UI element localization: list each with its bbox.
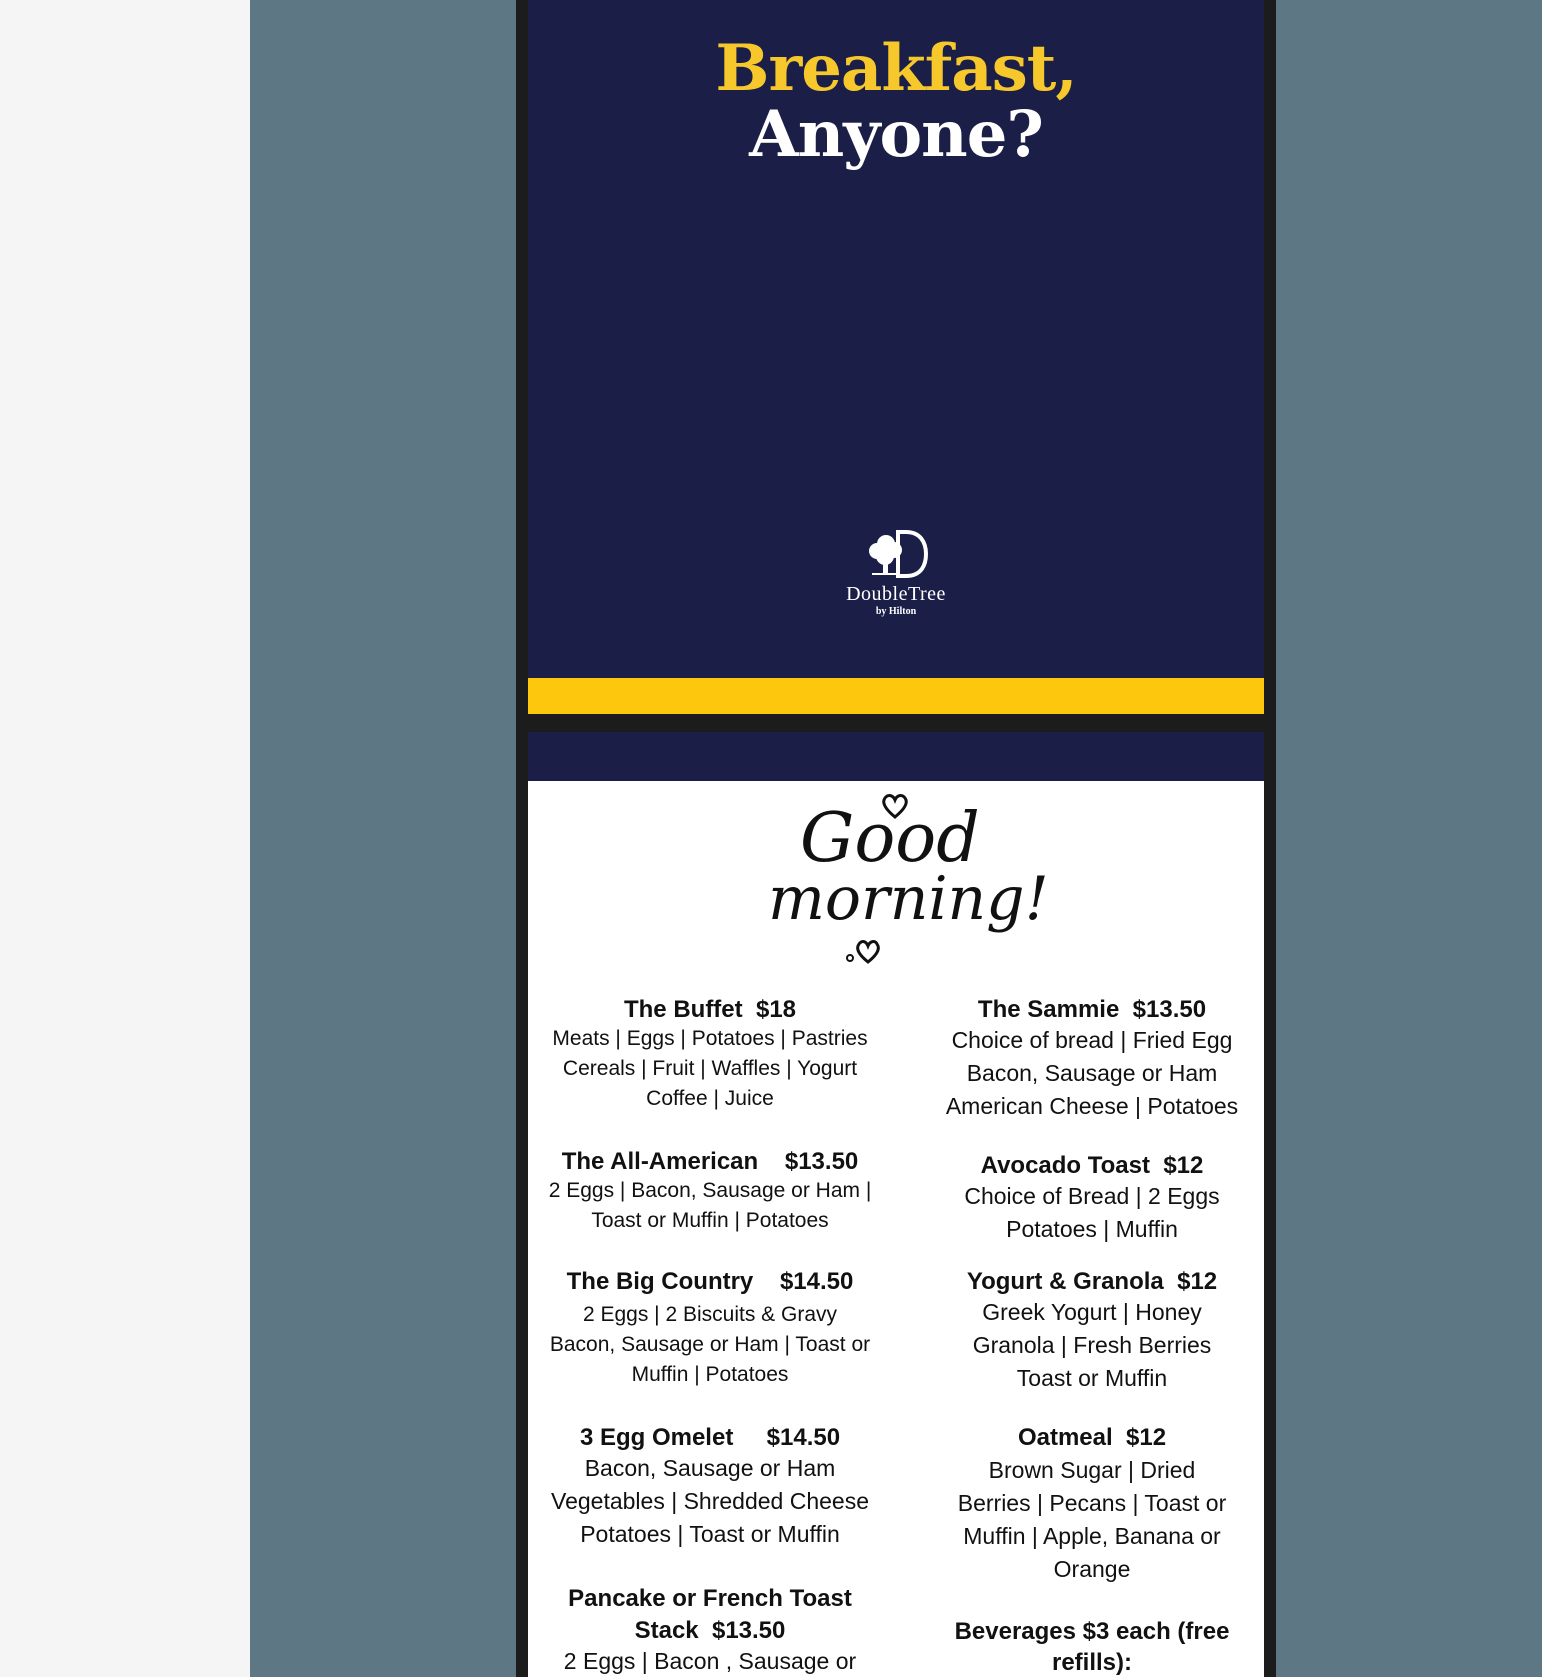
good-morning-lettering xyxy=(768,792,1049,967)
menu-item-title: Pancake or French Toast xyxy=(568,1585,852,1612)
menu-item-title: Yogurt & Granola $12 xyxy=(966,1268,1218,1295)
doubletree-tree-icon xyxy=(864,530,928,578)
heart-icon xyxy=(846,936,882,966)
menu-item-title: Avocado Toast $12 xyxy=(980,1152,1204,1179)
menu-item xyxy=(530,1582,890,1676)
menu-item-line: Muffin | Potatoes xyxy=(631,1363,789,1386)
menu-item-line: 2 Eggs | 2 Biscuits & Gravy xyxy=(582,1303,838,1326)
menu-item-description xyxy=(922,1024,1262,1123)
menu-item-description xyxy=(922,1180,1262,1246)
menu-item-line: Vegetables | Shredded Cheese xyxy=(551,1488,869,1514)
cover-headline xyxy=(528,31,1264,172)
menu-item-description xyxy=(530,1300,890,1390)
good-word: Good xyxy=(800,799,980,878)
menu-item-title: The All-American $13.50 xyxy=(561,1148,859,1175)
menu-item-line: Choice of Bread | 2 Eggs xyxy=(964,1183,1220,1209)
menu-item-title: The Buffet $18 xyxy=(623,996,797,1023)
menu-item-line: Greek Yogurt | Honey xyxy=(982,1299,1202,1325)
menu-item-line: Bacon, Sausage or Ham | Toast or xyxy=(549,1333,871,1356)
menu-item-line: Cereals | Fruit | Waffles | Yogurt xyxy=(562,1057,858,1080)
headline-line-1: Breakfast, xyxy=(715,31,1077,106)
menu-item xyxy=(530,1424,890,1551)
menu-item-description xyxy=(530,1452,890,1551)
morning-word: morning! xyxy=(768,864,1049,934)
menu-item-description xyxy=(922,1454,1262,1586)
menu-item-title: The Big Country $14.50 xyxy=(566,1268,854,1295)
menu-item-title: Beverages $3 each (free xyxy=(954,1618,1230,1645)
headline-line-2: Anyone? xyxy=(749,97,1043,172)
menu-item-title-line-2: refills): xyxy=(1051,1649,1132,1676)
menu-item xyxy=(530,1268,890,1390)
menu-item-line: 2 Eggs | Bacon , Sausage or xyxy=(563,1648,857,1674)
menu-item-line: Toast or Muffin xyxy=(1016,1365,1168,1391)
menu-cover-page xyxy=(528,0,1264,714)
menu-item-description xyxy=(530,1646,890,1676)
menu-item-line: Bacon, Sausage or Ham xyxy=(966,1060,1218,1086)
menu-item-title-line-2: Stack $13.50 xyxy=(634,1617,786,1644)
menu-item-line: 2 Eggs | Bacon, Sausage or Ham | xyxy=(548,1179,872,1202)
menu-item xyxy=(530,996,890,1114)
logo-brand-name: DoubleTree xyxy=(846,583,946,605)
menu-item xyxy=(530,1148,890,1236)
menu-item-description xyxy=(530,1024,890,1114)
menu-item-title: 3 Egg Omelet $14.50 xyxy=(579,1424,841,1451)
logo-sub-brand: by Hilton xyxy=(875,606,917,617)
menu-item-line: Toast or Muffin | Potatoes xyxy=(591,1209,829,1232)
menu-item xyxy=(922,1268,1262,1395)
menu-item-line: Granola | Fresh Berries xyxy=(972,1332,1212,1358)
menu-item-line: Potatoes | Muffin xyxy=(1006,1216,1178,1242)
menu-item-line: American Cheese | Potatoes xyxy=(945,1093,1239,1119)
menu-item-description xyxy=(530,1176,890,1236)
menu-item-line: Potatoes | Toast or Muffin xyxy=(580,1521,840,1547)
menu-item-line: Brown Sugar | Dried xyxy=(988,1457,1196,1483)
menu-page xyxy=(528,732,1264,1677)
menu-item-line: Berries | Pecans | Toast or xyxy=(957,1490,1227,1516)
doubletree-logo xyxy=(831,530,961,617)
menu-item xyxy=(922,996,1262,1123)
menu-item-line: Bacon, Sausage or Ham xyxy=(584,1455,836,1481)
gold-band xyxy=(528,678,1264,714)
menu-item xyxy=(922,1424,1262,1586)
menu-item-line: Coffee | Juice xyxy=(646,1087,774,1110)
menu-item-title: Oatmeal $12 xyxy=(1017,1424,1167,1451)
menu-item-line: Orange xyxy=(1053,1556,1131,1582)
menu-item-line: Meats | Eggs | Potatoes | Pastries xyxy=(552,1027,868,1050)
menu-item-title: The Sammie $13.50 xyxy=(977,996,1207,1023)
menu-item-line: Muffin | Apple, Banana or xyxy=(963,1523,1221,1549)
navy-header-strip xyxy=(528,732,1264,781)
menu-item xyxy=(922,1616,1262,1677)
menu-item xyxy=(922,1152,1262,1246)
menu-item-description xyxy=(922,1296,1262,1395)
menu-item-line: Choice of bread | Fried Egg xyxy=(951,1027,1233,1053)
